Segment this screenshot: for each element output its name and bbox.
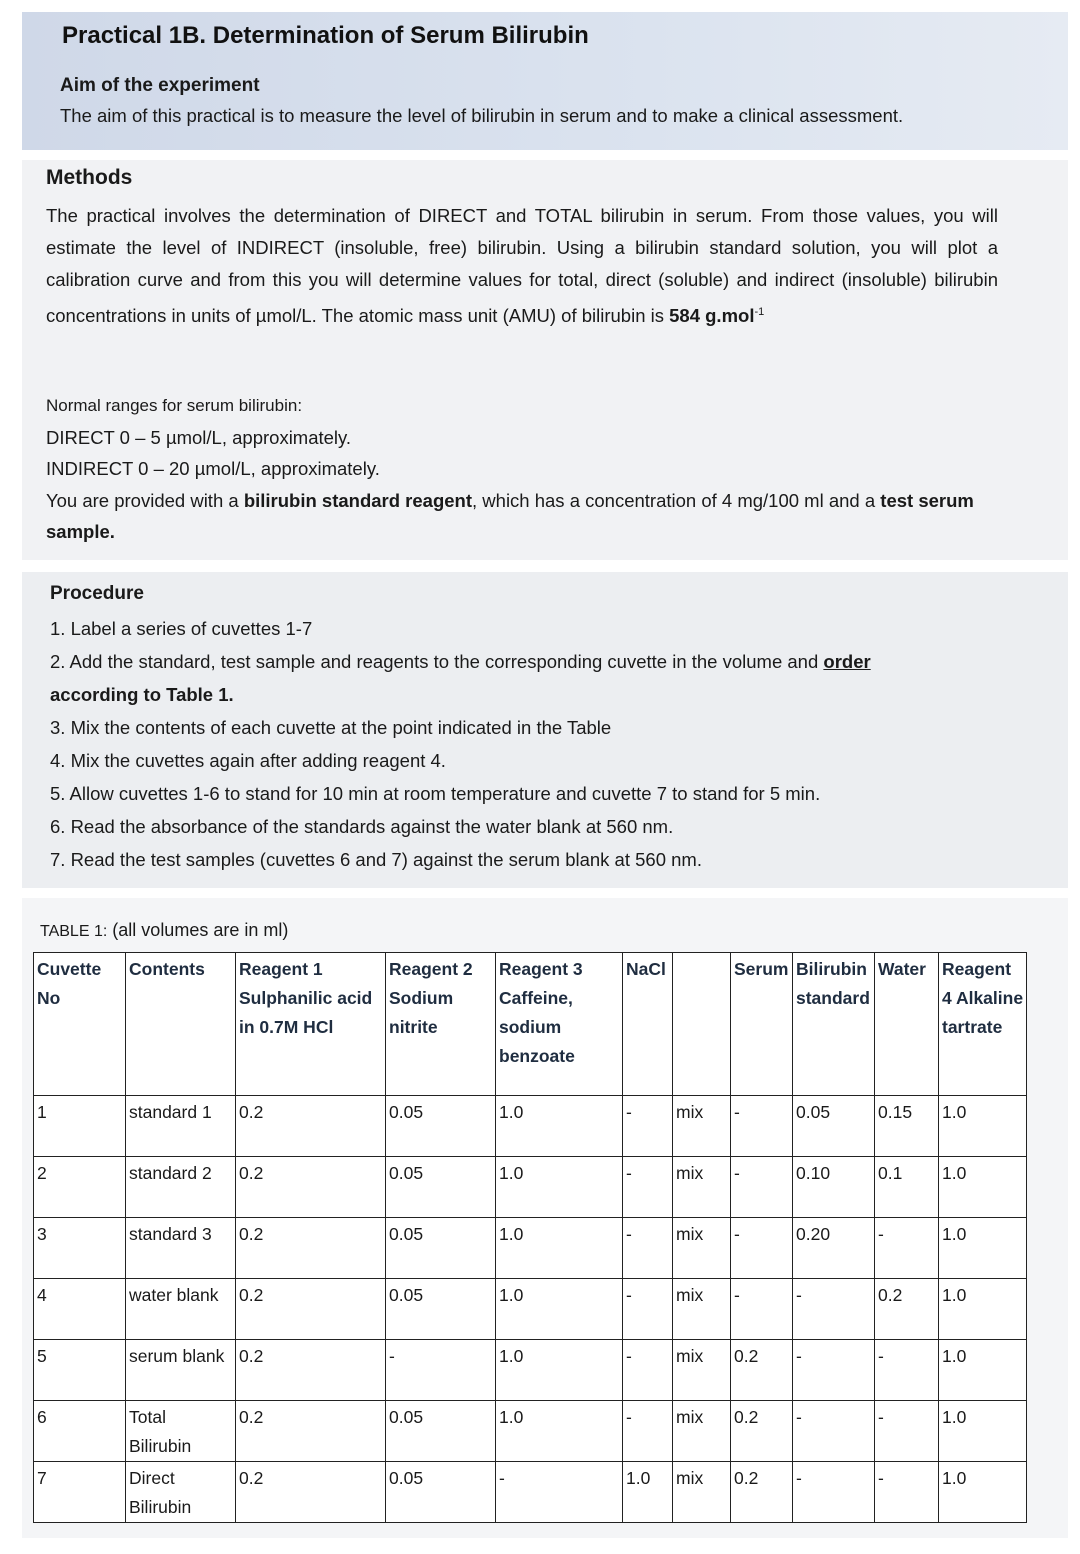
table-header-cell: Bilirubin standard <box>793 953 875 1096</box>
methods-paragraph <box>46 200 998 332</box>
normal-ranges <box>46 390 1006 548</box>
table-cell: mix <box>673 1401 731 1462</box>
table-cell: mix <box>673 1462 731 1523</box>
table-header-cell: Reagent 1 Sulphanilic acid in 0.7M HCl <box>236 953 386 1096</box>
procedure-step-1: 1. Label a series of cuvettes 1-7 <box>50 618 313 639</box>
table-row <box>34 1462 1027 1523</box>
table-cell: 1.0 <box>496 1279 623 1340</box>
table-cell: - <box>875 1218 939 1279</box>
table-cell: - <box>793 1279 875 1340</box>
procedure-step-4: 4. Mix the cuvettes again after adding reagent 4. <box>50 750 446 771</box>
table-cell: 0.05 <box>793 1096 875 1157</box>
table-row <box>34 1218 1027 1279</box>
procedure-step-3: 3. Mix the contents of each cuvette at the point indicated in the Table <box>50 717 612 738</box>
table-cell: 0.2 <box>731 1462 793 1523</box>
table-cell: serum blank <box>126 1340 236 1401</box>
table-cell: 1.0 <box>939 1401 1027 1462</box>
table-cell: - <box>623 1096 673 1157</box>
table-cell: standard 1 <box>126 1096 236 1157</box>
table-cell: 0.2 <box>731 1401 793 1462</box>
table-cell: 0.05 <box>386 1218 496 1279</box>
table-cell: 0.2 <box>236 1096 386 1157</box>
procedure-step-2 <box>50 645 1030 678</box>
table-cell: - <box>386 1340 496 1401</box>
table-cell: - <box>623 1157 673 1218</box>
table-header-cell: Contents <box>126 953 236 1096</box>
procedure-step-2-text: 2. Add the standard, test sample and reagents to the corresponding cuvette in the volume and <box>50 651 824 672</box>
table-cell: - <box>875 1340 939 1401</box>
table-cell: 0.2 <box>236 1218 386 1279</box>
table-cell: 1.0 <box>496 1096 623 1157</box>
procedure-step-7: 7. Read the test samples (cuvettes 6 and 7) against the serum blank at 560 nm. <box>50 849 702 870</box>
table-cell: 1.0 <box>623 1462 673 1523</box>
methods-heading: Methods <box>46 166 133 189</box>
table-cell: 0.2 <box>236 1401 386 1462</box>
table-cell: 0.05 <box>386 1279 496 1340</box>
table-cell: 0.15 <box>875 1096 939 1157</box>
aim-heading: Aim of the experiment <box>60 75 260 96</box>
table-header-cell: Reagent 2 Sodium nitrite <box>386 953 496 1096</box>
table-cell: mix <box>673 1218 731 1279</box>
table-cell: 1.0 <box>939 1157 1027 1218</box>
table-cell: - <box>875 1462 939 1523</box>
table-header-row <box>34 953 1027 1096</box>
table-cell: 3 <box>34 1218 126 1279</box>
table-cell: 0.05 <box>386 1462 496 1523</box>
table-cell: - <box>731 1279 793 1340</box>
table-cell: 0.20 <box>793 1218 875 1279</box>
table-cell: water blank <box>126 1279 236 1340</box>
table-cell: 0.2 <box>236 1279 386 1340</box>
table-cell: 0.1 <box>875 1157 939 1218</box>
table-cell: - <box>623 1340 673 1401</box>
table-cell: 1.0 <box>496 1340 623 1401</box>
table-header-cell: Serum <box>731 953 793 1096</box>
table-cell: 5 <box>34 1340 126 1401</box>
table-cell: 4 <box>34 1279 126 1340</box>
methods-text: The practical involves the determination of DIRECT and TOTAL bilirubin in serum. From those values, you will estimate the level of INDIRECT (insoluble, free) bilirubin. Using a bilirubin standard solution, you will plot a calibration curve and from this you will determine values for total, direct (soluble) and indirect (insoluble) bilirubin concentrations in units of µmol/L. The atomic mass unit (AMU) of bilirubin is <box>46 205 998 327</box>
table-cell: 0.2 <box>731 1340 793 1401</box>
amu-value: 584 g.mol <box>669 305 755 327</box>
table-cell: - <box>496 1462 623 1523</box>
table-row <box>34 1340 1027 1401</box>
table-cell: - <box>731 1218 793 1279</box>
table-cell: 0.05 <box>386 1096 496 1157</box>
table-cell: 1.0 <box>939 1279 1027 1340</box>
procedure-step-2-cont <box>50 678 1030 711</box>
normal-ranges-intro: Normal ranges for serum bilirubin: <box>46 396 303 415</box>
table-cell: mix <box>673 1096 731 1157</box>
table-cell: 0.2 <box>236 1462 386 1523</box>
table-cell: - <box>623 1279 673 1340</box>
table-header-cell: Reagent 3 Caffeine, sodium benzoate <box>496 953 623 1096</box>
table-cell: 1.0 <box>939 1340 1027 1401</box>
direct-range: DIRECT 0 – 5 µmol/L, approximately. <box>46 426 352 448</box>
amu-exponent: -1 <box>754 306 765 318</box>
table-cell: Total Bilirubin <box>126 1401 236 1462</box>
table-header-cell <box>673 953 731 1096</box>
table-cell: - <box>793 1462 875 1523</box>
table-header-cell: Water <box>875 953 939 1096</box>
provided-bold-1: bilirubin standard reagent <box>243 489 473 511</box>
provided-text-1: You are provided with a <box>46 489 244 511</box>
table-cell: 1.0 <box>496 1157 623 1218</box>
table-row <box>34 1401 1027 1462</box>
provided-text-2: , which has a concentration of 4 mg/100 ml and a <box>472 489 881 511</box>
procedure-step-2-order: order <box>823 651 871 672</box>
table-cell: 1.0 <box>496 1218 623 1279</box>
table-row <box>34 1157 1027 1218</box>
table-row <box>34 1279 1027 1340</box>
table-cell: 0.05 <box>386 1157 496 1218</box>
procedure-heading: Procedure <box>50 583 144 604</box>
table-cell: Direct Bilirubin <box>126 1462 236 1523</box>
provided-bold-2: test serum sample. <box>46 489 974 542</box>
table-cell: mix <box>673 1340 731 1401</box>
table-caption-text: (all volumes are in ml) <box>107 920 289 940</box>
reagent-table <box>33 952 1027 1523</box>
table-cell: - <box>623 1218 673 1279</box>
table-cell: 6 <box>34 1401 126 1462</box>
provided-materials <box>46 485 1006 548</box>
table-cell: 1.0 <box>939 1218 1027 1279</box>
table-row <box>34 1096 1027 1157</box>
table-cell: mix <box>673 1279 731 1340</box>
table-cell: - <box>731 1157 793 1218</box>
table-cell: standard 3 <box>126 1218 236 1279</box>
table-cell: 1 <box>34 1096 126 1157</box>
table-cell: 7 <box>34 1462 126 1523</box>
table-cell: 0.05 <box>386 1401 496 1462</box>
table-cell: 0.2 <box>236 1157 386 1218</box>
procedure-step-5: 5. Allow cuvettes 1-6 to stand for 10 min at room temperature and cuvette 7 to stand for 5 min. <box>50 783 821 804</box>
table-cell: - <box>623 1401 673 1462</box>
table-cell: 1.0 <box>939 1462 1027 1523</box>
table-cell: 0.10 <box>793 1157 875 1218</box>
table-cell: mix <box>673 1157 731 1218</box>
procedure-step-2-table-ref: according to Table 1. <box>50 684 234 705</box>
table-cell: standard 2 <box>126 1157 236 1218</box>
table-cell: - <box>875 1401 939 1462</box>
table-caption <box>40 920 288 941</box>
table-cell: - <box>793 1401 875 1462</box>
procedure-step-6: 6. Read the absorbance of the standards against the water blank at 560 nm. <box>50 816 674 837</box>
table-cell: 1.0 <box>939 1096 1027 1157</box>
table-header-cell: Reagent 4 Alkaline tartrate <box>939 953 1027 1096</box>
table-cell: - <box>731 1096 793 1157</box>
table-cell: 0.2 <box>875 1279 939 1340</box>
table-header-cell: Cuvette No <box>34 953 126 1096</box>
table-cell: 2 <box>34 1157 126 1218</box>
table-cell: 1.0 <box>496 1401 623 1462</box>
procedure-steps <box>50 612 1030 876</box>
page-title: Practical 1B. Determination of Serum Bilirubin <box>62 22 589 49</box>
table-cell: 0.2 <box>236 1340 386 1401</box>
table-header-cell: NaCl <box>623 953 673 1096</box>
aim-text: The aim of this practical is to measure the level of bilirubin in serum and to make a clinical assessment. <box>60 105 904 126</box>
indirect-range: INDIRECT 0 – 20 µmol/L, approximately. <box>46 458 380 479</box>
table-cell: - <box>793 1340 875 1401</box>
table-caption-label: TABLE 1: <box>40 923 108 940</box>
